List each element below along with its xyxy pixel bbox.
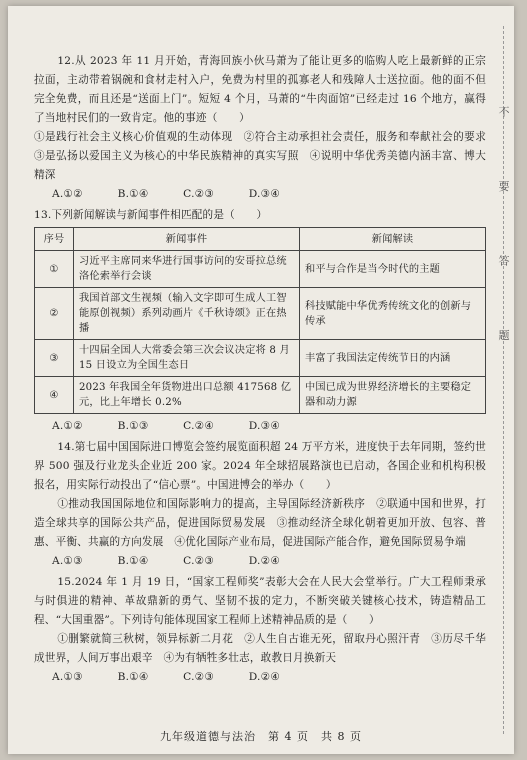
table-row: [35, 377, 486, 414]
option-c: C.②③: [183, 671, 215, 683]
table-row: [35, 340, 486, 377]
question-stem: 13.下列新闻解读与新闻事件相匹配的是（ ）: [34, 209, 268, 221]
answer-options: [34, 185, 486, 204]
column-header: 序号: [35, 228, 74, 251]
questions-area: [34, 52, 497, 689]
option-a: A.①②: [52, 420, 83, 432]
margin-char: 要: [497, 180, 510, 192]
page-footer: 九年级道德与法治 第 4 页 共 8 页: [160, 730, 362, 743]
question-14: [34, 438, 486, 571]
news-reading: 中国已成为世界经济增长的主要稳定器和动力源: [300, 377, 486, 414]
option-d: D.②④: [248, 555, 281, 567]
option-a: A.①③: [52, 555, 83, 567]
answer-options: [34, 668, 486, 687]
question-12: [34, 52, 497, 204]
question-statements: ①是践行社会主义核心价值观的生动体现 ②符合主动承担社会责任，服务和奉献社会的要求 ③是弘扬以爱国主义为核心的中华民族精神的真实写照 ④说明中华优秀美德内涵丰富、博大精深: [34, 131, 497, 181]
news-event: 2023 年我国全年货物进出口总额 417568 亿元，比上年增长 0.2%: [74, 377, 300, 414]
question-stem: 14.第七届中国国际进口博览会签约展览面积超 24 万平方米，进度快于去年同期，签约世界 500 强及行业龙头企业近 200 家。2024 年全球招展路演也已启动，各国企业和机构积极报名，用实际行动投出了“信心票”。中国进博会的举办（ ）: [34, 441, 486, 491]
exam-paper: [8, 6, 514, 754]
option-a: A.①③: [52, 671, 83, 683]
news-reading: 和平与合作是当今时代的主题: [300, 251, 486, 288]
news-reading: 丰富了我国法定传统节日的内涵: [300, 340, 486, 377]
question-stem: 15.2024 年 1 月 19 日，“国家工程师奖”表彰大会在人民大会堂举行。广大工程师秉承与时俱进的精神、革故鼎新的勇气、坚韧不拔的定力，不断突破关键核心技术，铸造精品工程、“大国重器”。下列诗句能体现国家工程师上述精神品质的是（ ）: [34, 576, 486, 626]
option-c: C.②③: [183, 555, 215, 567]
option-d: D.③④: [248, 420, 281, 432]
option-d: D.②④: [248, 671, 281, 683]
option-c: C.②③: [183, 188, 215, 200]
margin-char: 答: [497, 255, 510, 266]
news-event: 我国首部文生视频（输入文字即可生成人工智能原创视频）系列动画片《千秋诗颂》正在热播: [74, 288, 300, 340]
table-header-row: [35, 228, 486, 251]
margin-char: 题: [497, 329, 510, 341]
news-reading: 科技赋能中华优秀传统文化的创新与传承: [300, 288, 486, 340]
option-b: B.①④: [117, 188, 149, 200]
option-d: D.③④: [248, 188, 281, 200]
question-statements: ①推动我国国际地位和国际影响力的提高，主导国际经济新秩序 ②联通中国和世界，打造全球共享的国际公共产品，促进国际贸易发展 ③推动经济全球化朝着更加开放、包容、普惠、平衡、共赢的方向发展 ④优化国际产业布局，促进国际产能合作，避免国际贸易争端: [34, 498, 486, 548]
column-header: 新闻事件: [74, 228, 300, 251]
option-a: A.①②: [52, 188, 83, 200]
answer-options: [34, 417, 486, 436]
option-b: B.①④: [117, 671, 149, 683]
row-number: ③: [35, 340, 74, 377]
question-15: [34, 573, 486, 687]
option-b: B.①③: [117, 420, 149, 432]
option-c: C.②④: [183, 420, 215, 432]
answer-options: [34, 552, 486, 571]
table-row: [35, 288, 486, 340]
row-number: ①: [35, 251, 74, 288]
column-header: 新闻解读: [300, 228, 486, 251]
question-stem: 12.从 2023 年 11 月开始，青海回族小伙马萧为了能让更多的临购人吃上最新鲜的正宗拉面，主动带着锅碗和食材走村入户，免费为村里的孤寡老人和残障人士送拉面。他的面不但完全免费，而且还是“送面上门”。短短 4 个月，马萧的“牛肉面馆”已经走过 16 个地方，赢得了当地村民们的一致肯定。他的事迹（ ）: [34, 55, 486, 124]
question-statements: ①删繁就简三秋树，领异标新二月花 ②人生自古谁无死，留取丹心照汗青 ③历尽千华成世界，人间万事出艰辛 ④为有牺牲多壮志，敢教日月换新天: [34, 633, 486, 664]
news-event: 习近平主席同来华进行国事访问的安哥拉总统洛伦索举行会谈: [74, 251, 300, 288]
news-table: [34, 227, 486, 414]
binding-margin-text: [496, 106, 510, 341]
margin-char: 不: [497, 106, 510, 117]
table-row: [35, 251, 486, 288]
news-event: 十四届全国人大常委会第三次会议决定将 8 月 15 日设立为全国生态日: [74, 340, 300, 377]
option-b: B.①④: [117, 555, 149, 567]
row-number: ②: [35, 288, 74, 340]
question-13: [34, 206, 486, 436]
row-number: ④: [35, 377, 74, 414]
